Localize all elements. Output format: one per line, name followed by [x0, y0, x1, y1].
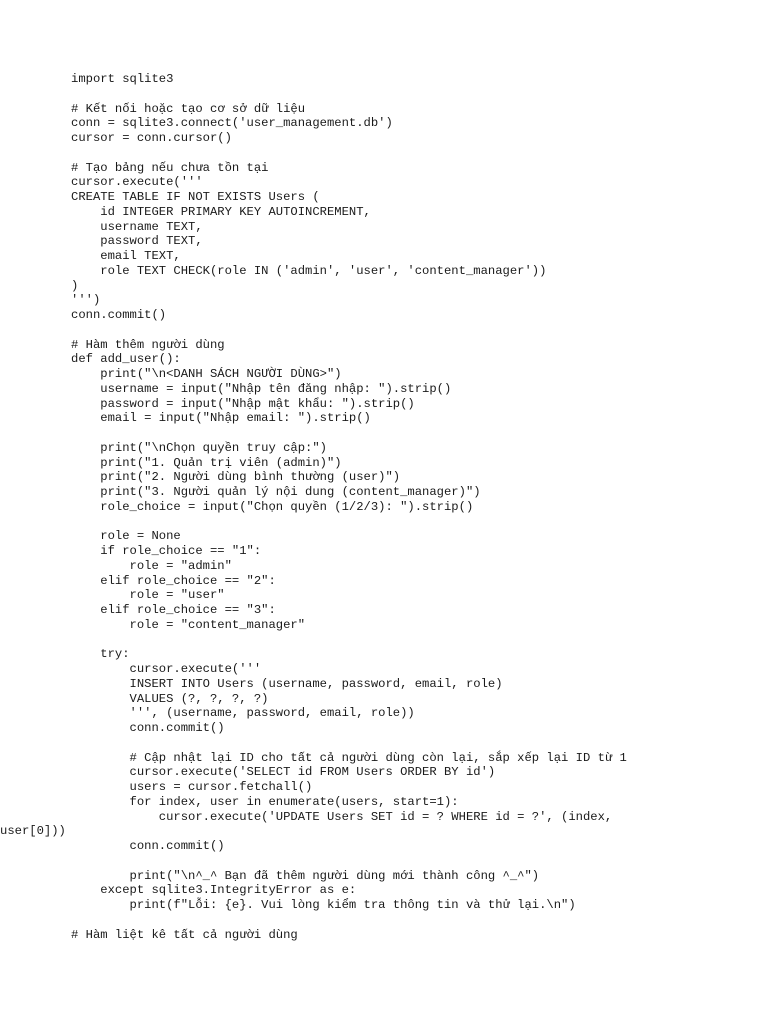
- code-line: # Tạo bảng nếu chưa tồn tại: [71, 160, 269, 175]
- blank-line: [71, 87, 751, 102]
- code-line: CREATE TABLE IF NOT EXISTS Users (: [71, 190, 320, 204]
- blank-line: [71, 854, 751, 869]
- code-line: password = input("Nhập mật khẩu: ").strip(): [71, 396, 415, 411]
- code-line: role = "user": [71, 588, 225, 603]
- code-line: cursor.execute('UPDATE Users SET id = ? WHERE id = ?', (index,: [71, 809, 613, 824]
- code-line: VALUES (?, ?, ?, ?): [71, 691, 269, 706]
- code-line: # Hàm liệt kê tất cả người dùng: [71, 927, 298, 942]
- code-line: print("2. Người dùng bình thường (user)"): [71, 470, 401, 485]
- code-line: conn.commit(): [71, 308, 167, 322]
- code-line: cursor.execute('SELECT id FROM Users ORDER BY id'): [71, 765, 496, 780]
- code-line: email = input("Nhập email: ").strip(): [71, 411, 371, 426]
- code-line: role_choice = input("Chọn quyền (1/2/3): ").strip(): [71, 499, 474, 514]
- code-line: elif role_choice == "2":: [71, 573, 276, 588]
- code-line: ''', (username, password, email, role)): [71, 706, 415, 721]
- code-line: cursor = conn.cursor(): [71, 131, 232, 145]
- code-line: except sqlite3.IntegrityError as e:: [71, 883, 357, 898]
- code-line: ): [71, 278, 79, 293]
- code-line: print("\n^_^ Bạn đã thêm người dùng mới thành công ^_^"): [71, 868, 540, 883]
- blank-line: [71, 633, 751, 648]
- code-line: INSERT INTO Users (username, password, email, role): [71, 676, 503, 691]
- code-line: def add_user():: [71, 352, 181, 367]
- code-line: user[0])): [0, 824, 66, 839]
- code-line: password TEXT,: [71, 234, 203, 249]
- code-line: conn.commit(): [71, 839, 225, 853]
- code-line: print("\n<DANH SÁCH NGƯỜI DÙNG>"): [71, 367, 342, 381]
- blank-line: [71, 323, 751, 338]
- code-line: print("3. Người quản lý nội dung (content_manager)"): [71, 485, 481, 499]
- code-line: print(f"Lỗi: {e}. Vui lòng kiểm tra thông tin và thử lại.\n"): [71, 898, 576, 912]
- blank-line: [71, 515, 751, 530]
- code-line: role = None: [71, 529, 181, 544]
- code-block: [0, 72, 751, 942]
- code-line: id INTEGER PRIMARY KEY AUTOINCREMENT,: [71, 204, 371, 219]
- code-line: if role_choice == "1":: [71, 544, 262, 558]
- code-line: role TEXT CHECK(role IN ('admin', 'user', 'content_manager')): [71, 263, 547, 278]
- code-line: import sqlite3: [71, 72, 174, 86]
- code-line: conn.commit(): [71, 721, 225, 735]
- code-line: # Hàm thêm người dùng: [71, 337, 225, 352]
- code-line: print("1. Quản trị viên (admin)"): [71, 455, 342, 470]
- code-line: users = cursor.fetchall(): [71, 780, 313, 794]
- code-line: username = input("Nhập tên đăng nhập: ").strip(): [71, 381, 452, 396]
- code-line: print("\nChọn quyền truy cập:"): [71, 440, 327, 455]
- blank-line: [71, 426, 751, 441]
- code-line: '''): [71, 293, 101, 308]
- code-line: # Kết nối hoặc tạo cơ sở dữ liệu: [71, 101, 306, 116]
- code-line: conn = sqlite3.connect('user_management.db'): [71, 116, 393, 131]
- blank-line: [71, 913, 751, 928]
- blank-line: [71, 146, 751, 161]
- code-line: username TEXT,: [71, 219, 203, 234]
- code-line: for index, user in enumerate(users, start=1):: [71, 794, 459, 809]
- code-line: email TEXT,: [71, 249, 181, 263]
- code-line: try:: [71, 647, 130, 662]
- code-line: cursor.execute(''': [71, 175, 203, 190]
- code-line: role = "admin": [71, 558, 232, 573]
- code-line: # Cập nhật lại ID cho tất cả người dùng còn lại, sắp xếp lại ID từ 1: [71, 750, 627, 765]
- blank-line: [71, 736, 751, 751]
- code-line: role = "content_manager": [71, 617, 306, 632]
- code-line: elif role_choice == "3":: [71, 603, 276, 617]
- code-line: cursor.execute(''': [71, 662, 262, 676]
